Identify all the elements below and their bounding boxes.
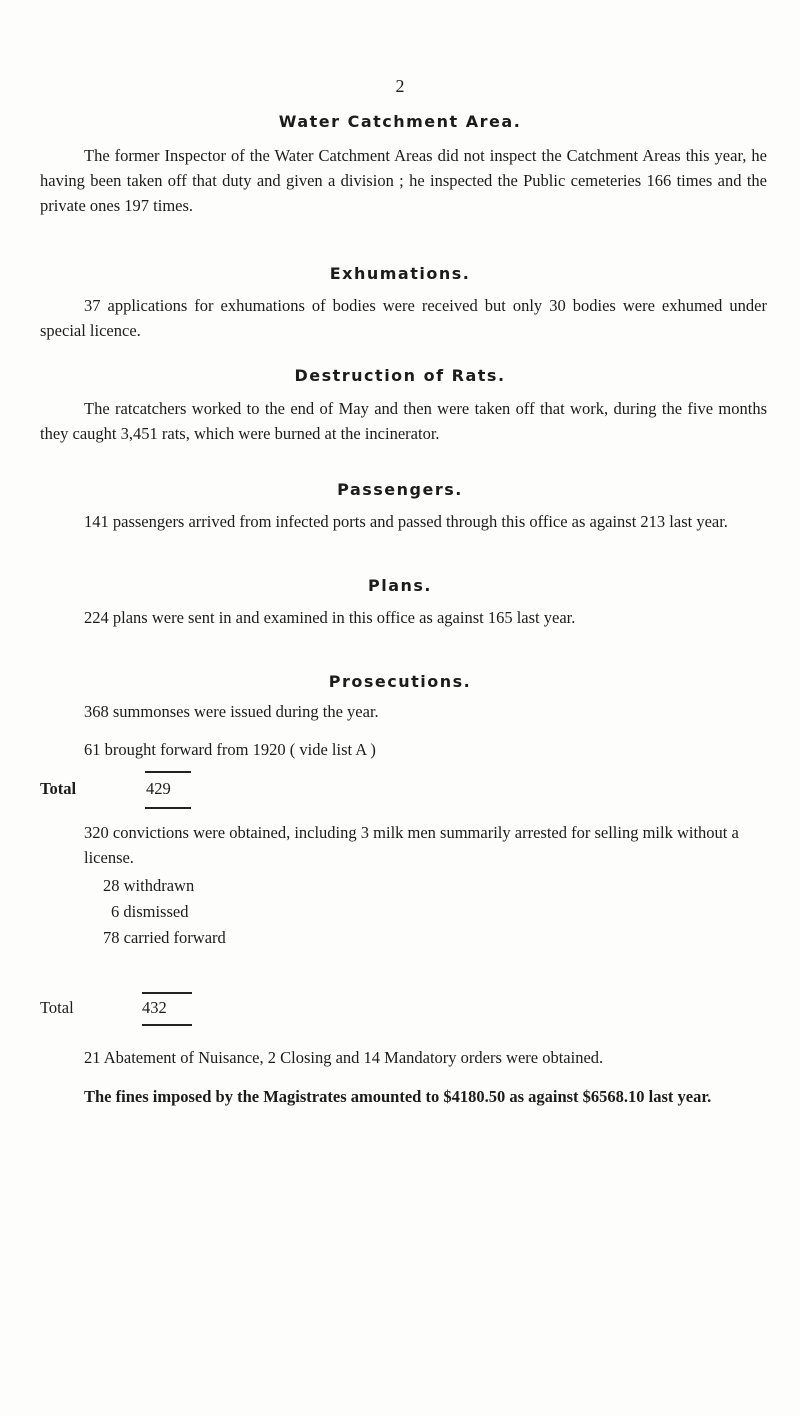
dismissed-line: 6 dismissed [111,902,189,921]
brought-forward-line: 61 brought forward from 1920 ( vide list A ) [84,740,376,759]
total-2-label: Total [40,998,74,1017]
exhumations-heading: Exhumations. [329,264,471,283]
passengers-heading: Passengers. [337,480,463,499]
water-catchment-heading: Water Catchment Area. [278,112,522,131]
plans-text [40,605,767,630]
passengers-paragraph: 141 passengers arrived from infected ports and passed through this office as against 213 last year. [84,512,728,531]
plans-paragraph: 224 plans were sent in and examined in this office as against 165 last year. [84,608,576,627]
rats-paragraph: The ratcatchers worked to the end of May and then were taken off that work, during the five months they caught 3,451 rats, which were burned at the incinerator. [40,399,767,443]
total-1-top-rule [145,771,191,773]
exhumations-text [40,293,767,343]
plans-heading: Plans. [368,576,432,595]
passengers-text [40,509,767,534]
total-2-top-rule [142,992,192,994]
fines-line: The fines imposed by the Magistrates amounted to $4180.50 as against $6568.10 last year. [84,1087,712,1106]
prosecutions-heading: Prosecutions. [328,672,472,691]
abatement-line: 21 Abatement of Nuisance, 2 Closing and 14 Mandatory orders were obtained. [84,1048,604,1067]
total-1-label: Total [40,779,77,798]
rats-text [40,396,767,446]
exhumations-paragraph: 37 applications for exhumations of bodies were received but only 30 bodies were exhumed under special licence. [40,296,767,340]
total-1-bottom-rule [145,807,191,809]
water-catchment-paragraph: The former Inspector of the Water Catchment Areas did not inspect the Catchment Areas this year, he having been taken off that duty and given a division ; he inspected the Public cemeteries 166 times and the private ones 197 times. [40,146,767,215]
total-2-bottom-rule [142,1024,192,1026]
total-1-value: 429 [146,779,171,798]
convictions-text: 320 convictions were obtained, including 3 milk men summarily arrested for selling milk without a license. [84,823,739,867]
withdrawn-line: 28 withdrawn [103,876,195,895]
carried-forward-line: 78 carried forward [103,928,226,947]
page-number: 2 [395,76,405,96]
summonses-line: 368 summonses were issued during the year. [84,702,379,721]
rats-heading: Destruction of Rats. [294,366,506,385]
total-2-value: 432 [142,998,167,1017]
water-catchment-text [40,143,767,218]
